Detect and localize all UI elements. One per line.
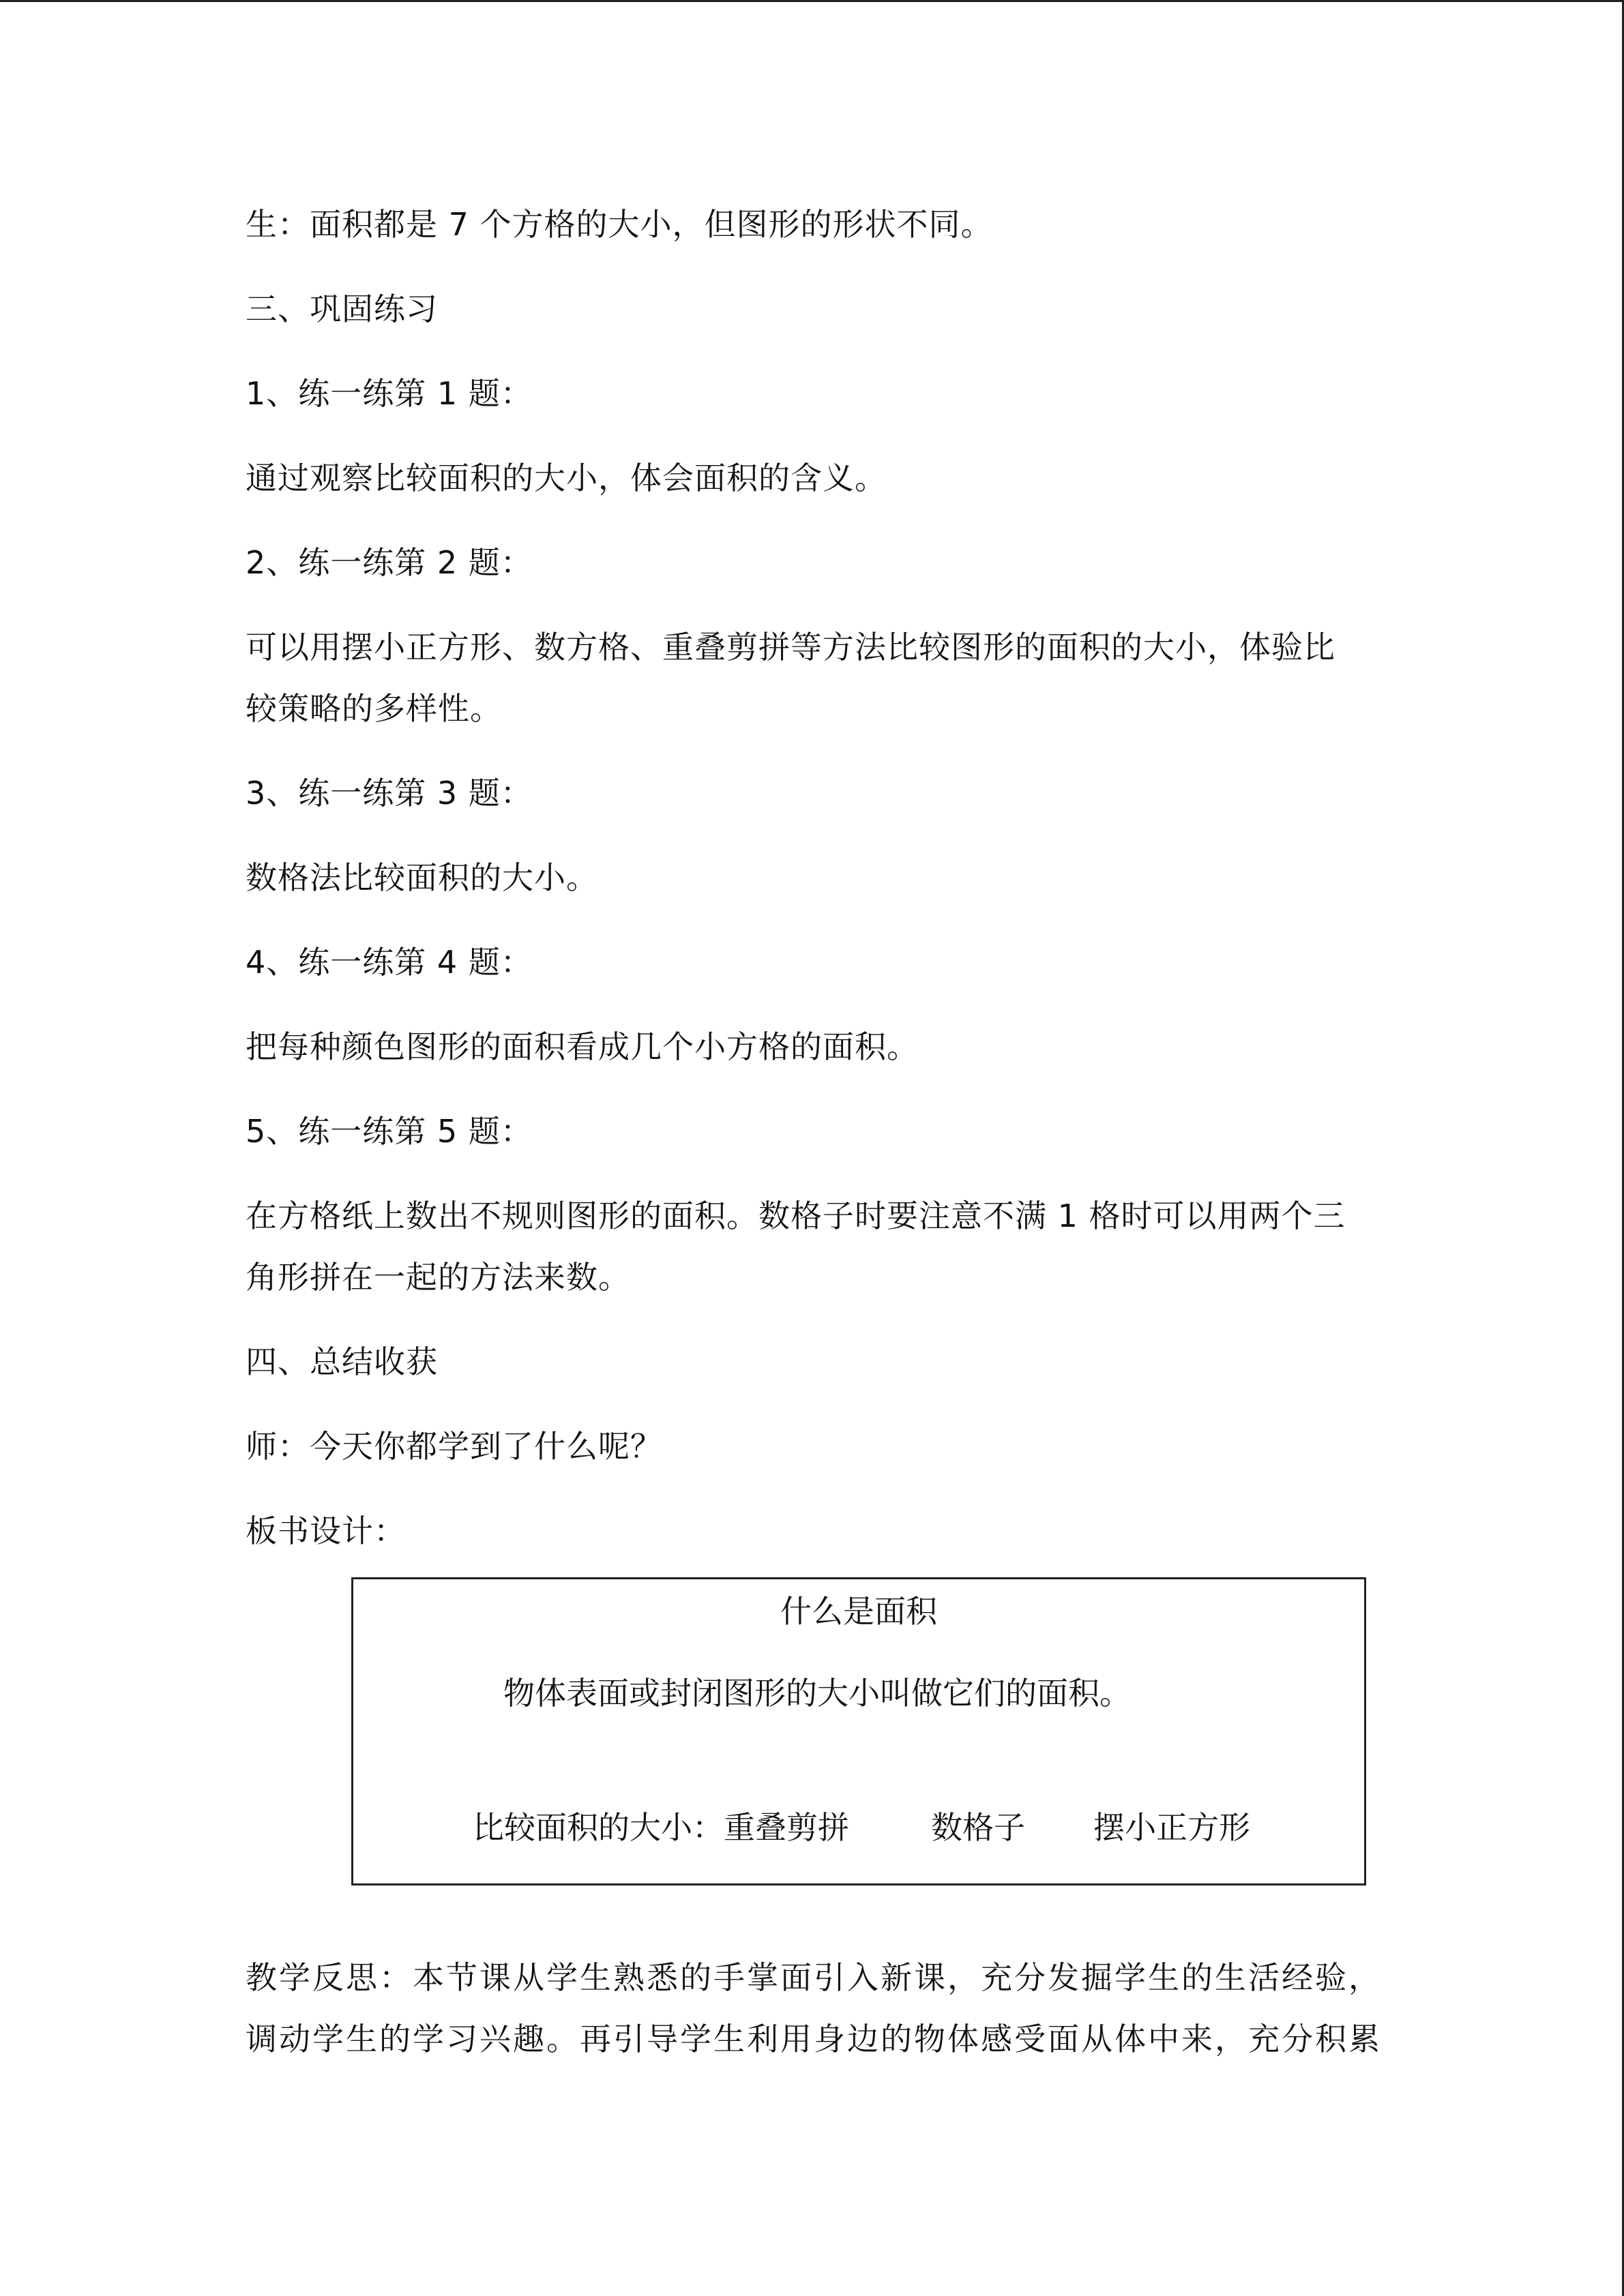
board-method-count-grid: 数格子 [931,1809,1025,1846]
exercise-2-text-line-2: 较策略的多样性。 [246,690,502,727]
heading-summary: 四、总结收获 [246,1343,438,1380]
teaching-reflection [246,1947,1382,2070]
exercise-4-title: 4、练一练第 4 题： [246,944,533,981]
board-definition: 物体表面或封闭图形的大小叫做它们的面积。 [503,1675,1131,1712]
reflection-line-2: 调动学生的学习兴趣。再引导学生利用身边的物体感受面从体中来，充分积累 [246,2021,1382,2057]
exercise-5-text-line-2: 角形拼在一起的方法来数。 [246,1259,630,1296]
board-methods-label: 比较面积的大小：重叠剪拼 [473,1809,849,1846]
page-border-top [0,0,1624,2]
exercise-3-title: 3、练一练第 3 题： [246,775,533,811]
exercise-4-text: 把每种颜色图形的面积看成几个小方格的面积。 [246,1028,919,1065]
heading-practice: 三、巩固练习 [246,290,438,327]
exercise-1-title: 1、练一练第 1 题： [246,375,533,412]
board-method-small-squares: 摆小正方形 [1093,1809,1250,1846]
board-methods-row [473,1808,1250,1847]
exercise-5-text-line-1: 在方格纸上数出不规则图形的面积。数格子时要注意不满 1 格时可以用两个三 [246,1197,1346,1234]
exercise-2-text-line-1: 可以用摆小正方形、数方格、重叠剪拼等方法比较图形的面积的大小，体验比 [246,629,1335,666]
board-title: 什么是面积 [780,1593,937,1630]
exercise-1-text: 通过观察比较面积的大小，体会面积的含义。 [246,460,887,496]
paragraph-teacher-question: 师：今天你都学到了什么呢？ [246,1428,662,1465]
exercise-3-text: 数格法比较面积的大小。 [246,859,598,896]
board-design-label: 板书设计： [246,1512,406,1549]
paragraph-student-answer: 生：面积都是 7 个方格的大小，但图形的形状不同。 [246,206,993,243]
reflection-line-1: 教学反思：本节课从学生熟悉的手掌面引入新课，充分发掘学生的生活经验， [246,1959,1382,1996]
exercise-2-title: 2、练一练第 2 题： [246,544,533,581]
board-design-box [351,1577,1366,1885]
exercise-5-title: 5、练一练第 5 题： [246,1113,533,1150]
